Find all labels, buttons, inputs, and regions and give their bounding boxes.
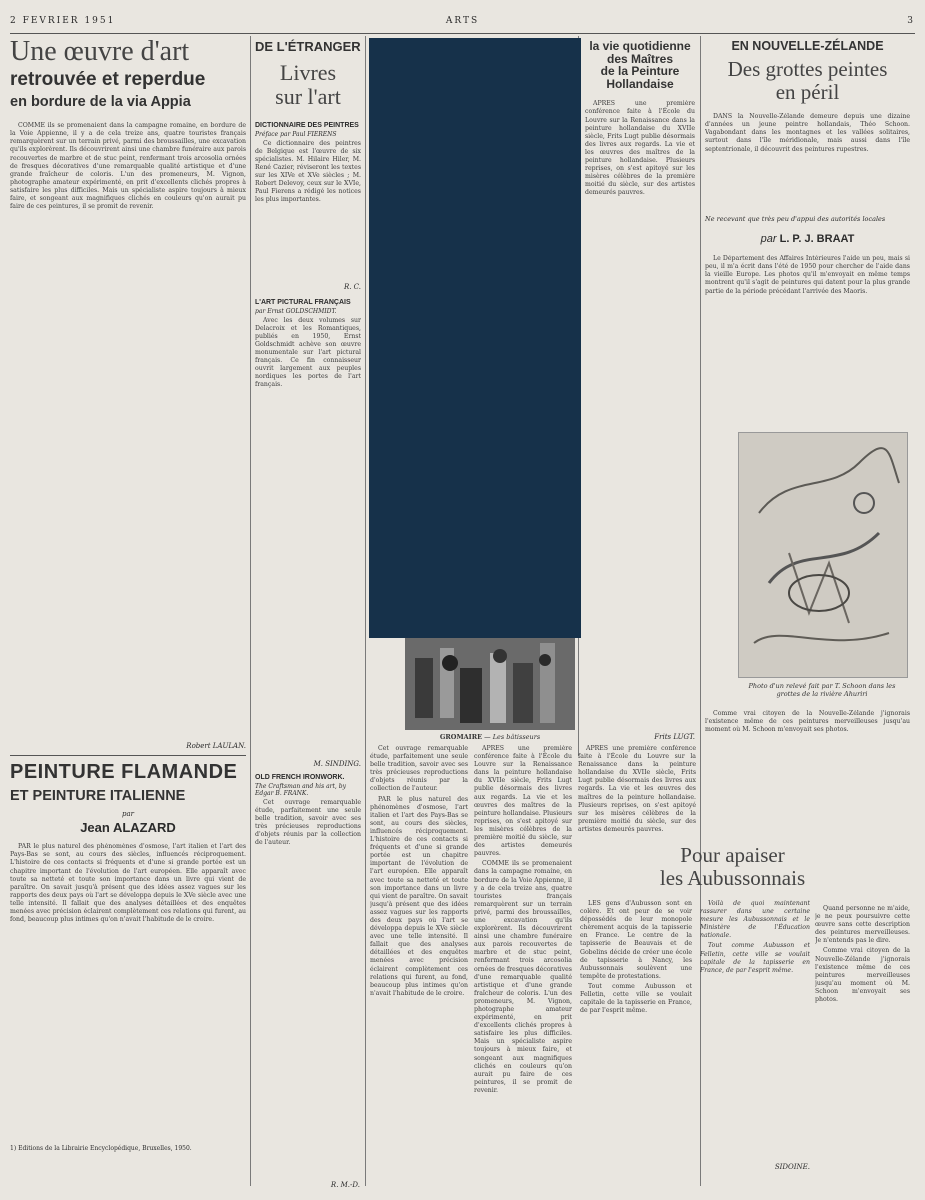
photo-caption: GROMAIRE — Les bâtisseurs bbox=[439, 733, 541, 741]
continuation-text: Cet ouvrage remarquable étude, parfaitement une seule belle tradition, savoir avec ses très précieuses reproductions d'objets réunis par la collection de l'auteur. PAR le plus naturel des phénomènes d'osmose, l'art italien et l'art des Pays-Bas se sont, au cours des siècles, influencés réciproquement. L'histoire de ces contacts si fréquents et d'une si grande portée est un chapitre important de l'évolution de l'art européen. Elle apparaît avec toute sa netteté et toute son importance dans un livre qui vient de paraître. On savait jusqu'à présent que des idées assez vagues sur les rapports des deux pays où l'art se développa depuis le XVe siècle avec une telle intensité. Il fallait que des analyses détaillées et des enquêtes menées avec précision éclairent complètement ces relations qui furent, au fond, beaucoup plus intimes qu'on n'avait l'habitude de le croire. bbox=[370, 745, 468, 997]
article-nouvelle-zelande: EN NOUVELLE-ZÉLANDE Des grottes peintes en péril DANS la Nouvelle-Zélande demeure depuis une dizaine d'années un jeune peintre hollandais, Théo Schoon. Vagabondant dans les montagnes et les vallées solitaires, surtout dans l'île méridionale, mais aussi dans l'île septentrionale, il découvrit des peintures rupestres. Ne recevant que très peu d'appui des autorités locales par L. P. J. BRAAT Le Département des Affaires Intérieures l'aide un peu, mais si peu, il m'a écrit dans l'été de 1950 pour chercher de l'aide dans la vieille Europe. Les photos qu'il m'envoyait en même temps montrent qu'il s'agit de peintures qui datent pour la plus grande partie de la période précédant l'arrivée des Maoris. bbox=[705, 39, 910, 295]
article-author: par L. P. J. BRAAT bbox=[760, 233, 855, 246]
redaction-block bbox=[369, 38, 581, 638]
article-kicker: EN NOUVELLE-ZÉLANDE bbox=[731, 39, 884, 53]
article-signature: R. M.-D. bbox=[330, 1181, 360, 1189]
article-body: PAR le plus naturel des phénomènes d'osmose, l'art italien et l'art des Pays-Bas se sont, au cours des siècles, influencés réciproquement. L'histoire de ces contacts si fréquents et d'une si grande portée est un chapitre important de l'évolution de l'art européen. Elle apparaît avec toute sa netteté et toute son importance dans un livre qui vient de paraître. On savait jusqu'à présent que des idées assez vagues sur les rapports des deux pays où l'art se développa depuis le XVe siècle avec une telle intensité. Il fallait que des analyses détaillées et des enquêtes menées avec précision éclairent complètement ces relations qui furent, au fond, beaucoup plus intimes qu'on n'avait l'habitude de le croire. bbox=[10, 843, 246, 924]
article-subtitle: en bordure de la via Appia bbox=[10, 93, 191, 110]
article-note: Ne recevant que très peu d'appui des autorités locales bbox=[705, 215, 886, 224]
article-title: Des grottes peintes bbox=[727, 57, 888, 82]
continuation-text: APRÈS une première conférence faite à l'École du Louvre sur la Renaissance dans la peinture hollandaise du XVIIe siècle, Frits Lugt publie désormais des livres aux regards. La vie et les œuvres des maîtres de la peinture hollandaise. Plusieurs reprises, on s'est apitoyé sur les misères célèbres de la première moitié du siècle, sur des artistes demeurés pauvres. bbox=[578, 745, 696, 833]
article-subtitle: retrouvée et reperdue bbox=[10, 69, 206, 90]
author-par: par bbox=[121, 810, 134, 819]
masthead bbox=[10, 16, 915, 34]
publication-name: ARTS bbox=[445, 16, 480, 26]
article-body: DANS la Nouvelle-Zélande demeure depuis une dizaine d'années un jeune peintre hollandais, Théo Schoon. Vagabondant dans les montagnes et les vallées solitaires, surtout dans l'île méridionale, mais aussi dans l'île septentrionale, il découvrit des peintures rupestres. bbox=[705, 113, 910, 153]
article-subtitle: ET PEINTURE ITALIENNE bbox=[10, 788, 186, 804]
column-divider bbox=[250, 36, 251, 1186]
article-title: les Aubussonnais bbox=[659, 866, 806, 890]
article-body: APRÈS une première conférence faite à l'École du Louvre sur la Renaissance dans la peinture hollandaise du XVIIe siècle, Frits Lugt publie désormais des livres aux regards. La vie et les œuvres des maîtres de la peinture hollandaise. Plusieurs reprises, on s'est apitoyé sur les misères célèbres de la première moitié du siècle, sur des artistes demeurés pauvres. bbox=[585, 100, 695, 197]
article-title: Livres bbox=[279, 59, 337, 85]
section-rule bbox=[10, 755, 246, 756]
photo-caption: Photo d'un relevé fait par T. Schoon dans les grottes de la rivière Ahuriri bbox=[748, 682, 896, 698]
article-author: Robert LAULAN. bbox=[186, 742, 246, 750]
article-author: Jean ALAZARD bbox=[80, 820, 176, 836]
article-title: Une œuvre d'art bbox=[10, 36, 190, 67]
article-author: SIDOINE. bbox=[774, 1163, 810, 1171]
article-aubussonnais bbox=[580, 845, 885, 889]
article-peinture-flamande bbox=[10, 762, 246, 1152]
article-title: PEINTURE FLAMANDE bbox=[10, 761, 238, 783]
article-kicker: DE L'ÉTRANGER bbox=[255, 39, 361, 54]
article-author: Frits LUGT. bbox=[654, 733, 695, 742]
article-body: LES gens d'Aubusson sont en colère. Et ont peur de se voir dépossédés de leur monopole chèrement acquis de la tapisserie en France. Le centre de la tapisserie de Beauvais et de Gobelins décide de créer une école de tapisserie à Nancy, les Aubussonnais soulèvent une tempête de protestations. Tout comme Aubusson et Felletin, cette ville se voulait capitale de la tapisserie en France, de par l'esprit même. bbox=[580, 900, 692, 1015]
masthead-rule bbox=[10, 33, 915, 34]
article-body: Comme vrai citoyen de la Nouvelle-Zélande j'ignorais l'existence même de ces peintures merveilleuses jusqu'au moment où M. Schoon m'envoyait ses photos. bbox=[705, 710, 910, 734]
cave-drawing-image bbox=[739, 433, 907, 677]
newspaper-page: 2 FEVRIER 1951 ARTS 3 Une œuvre d'art retrouvée et reperdue en bordure de la via Appia COMME ils se promenaient dans la campagne romaine, en bordure de la Voie Appienne, il y a de cela treize ans, quatre touristes français remarquèrent sur un terrain privé, parmi des broussailles, une excavation qu'ils explorèrent. Ils découvrirent ainsi une chambre funéraire aux parois recouvertes de marbre et de stuc peint, renfermant trois arcosolia ornées de fresques décoratives d'une remarquable qualité artistique et d'une grande fraîcheur de coloris. L'un des promeneurs, M. Vignon, photographe amateur expérimenté, en prit d'excellents clichés propres à satisfaire les plus difficiles. Mais un spécialiste aspire toujours à mieux faire, et songeant aux magnifiques clichés en couleurs qu'on aurait pu faire de ces peintures, il se promit de revenir. Robert LAULAN. PEINTURE FLAMANDE ET PEINTURE ITALIENNE par Jean ALAZARD PAR le plus naturel des phénomènes d'osmose, l'art italien et l'art des Pays-Bas se sont, au cours des siècles, influencés réciproquement. L'histoire de ces contacts si fréquents et d'une si grande portée est un chapitre important de l'évolution de l'art européen. Elle apparaît avec toute sa netteté et toute son importance dans un livre qui vient de paraître. On savait jusqu'à présent que des idées assez vagues sur les rapports des deux pays où l'art se développa depuis le XVe siècle avec une telle intensité. Il fallait que des analyses détaillées et des enquêtes menées avec précision éclairent complètement ces relations qui furent, au fond, beaucoup plus intimes qu'on n'avait l'habitude de le croire. 1) Editions de la Librairie Encyclopédique, Bruxelles, 1950. R. M.-D. DE L'ÉTRANGER Livres sur l'art DICTIONNAIRE DES PEINTRES Préface par Paul FIERENS Ce dictionnaire des peintres de Belgique est l'œuvre de six spécialistes. M. Hilaire Hiler, M. René Cazier, réviseront les textes sur les XIVe et XVe siècles ; M. Robert Delevoy, ceux sur le XVIe, Paul Fierens a rédigé les notices les plus importantes. R. C. L'ART PICTURAL FRANÇAIS par Ernst GOLDSCHMIDT. Avec les deux volumes sur Delacroix et les Romantiques, publiés en 1950, Ernst Goldschmidt achève son œuvre monumentale sur l'art pictural français. Ce fin connaisseur ouvrit largement aux peuples nordiques les portes de l'art français. M. SINDING. OLD FRENCH IRONWORK. The Craftsman and his art, by Edgar B. FRANK. Cet ouvrage remarquable étude, parfaitement une seule belle tradition, savoir avec ses très précieuses reproductions d'objets réunis par la collection de l'auteur. la vie quotidienne des Maîtres de la Peinture Hollandaise APRÈS une première conférence faite à l'École du Louvre sur la Renaissance dans la peinture hollandaise du XVIIe siècle, Frits Lugt publie désormais des livres aux regards. La vie et les œuvres des maîtres de la peinture hollandaise. Plusieurs reprises, on s'est apitoyé sur les misères célèbres de la première moitié du siècle, sur des artistes demeurés pauvres. Frits LUGT. GROMAIRE — Les bâtisseurs Cet ouvrage remarquable étude, parfaitement une seule belle tradition, savoir avec ses très précieuses reproductions d'objets réunis par la collection de l'auteur. PAR le plus naturel des phénomènes d'osmose, l'art italien et l'art des Pays-Bas se sont, au cours des siècles, influencés réciproquement. L'histoire de ces contacts si fréquents et d'une si grande portée est un chapitre important de l'évolution de l'art européen. Elle apparaît avec toute sa netteté et toute son importance dans un livre qui vient de paraître. On savait jusqu'à présent que des idées assez vagues sur les rapports des deux pays où l'art se développa depuis le XVe siècle avec une telle intensité. Il fallait que des analyses détaillées et des enquêtes menées avec précision éclairent complètement ces relations qui furent, au fond, beaucoup plus intimes qu'on n'avait l'habitude de le croire. APRÈS une première conférence faite à l'École du Louvre sur la Renaissance dans la peinture hollandaise du XVIIe siècle, Frits Lugt publie désormais des livres aux regards. La vie et les œuvres des maîtres de la peinture hollandaise. Plusieurs reprises, on s'est apitoyé sur les misères célèbres de la première moitié du siècle, sur des artistes demeurés pauvres. COMME ils se promenaient dans la campagne romaine, en bordure de la Voie Appienne, il y a de cela treize ans, quatre touristes français remarquèrent sur un terrain privé, parmi des broussailles, une excavation qu'ils explorèrent. Ils découvrirent ainsi une chambre funéraire aux parois recouvertes de marbre et de stuc peint, renfermant trois arcosolia ornées de fresques décoratives d'une remarquable qualité artistique et d'une grande fraîcheur de coloris. L'un des promeneurs, M. Vignon, photographe amateur expérimenté, en prit d'excellents clichés propres à satisfaire les plus difficiles. Mais un spécialiste aspire toujours à mieux faire, et songeant aux magnifiques clichés en couleurs qu'on aurait pu faire de ces peintures, il se promit de revenir. APRÈS une première conférence faite à l'École du Louvre sur la Renaissance dans la peinture hollandaise du XVIIe siècle, Frits Lugt publie désormais des livres aux regards. La vie et les œuvres des maîtres de la peinture hollandaise. Plusieurs reprises, on s'est apitoyé sur les misères célèbres de la première moitié du siècle, sur des artistes demeurés pauvres. Pour apaiser les Aubussonnais LES gens d'Aubusson sont en colère. Et ont peur de se voir dépossédés de leur monopole chèrement acquis de la tapisserie en France. Le centre de la tapisserie de Beauvais et de Gobelins décide de créer une école de tapisserie à Nancy, les Aubussonnais soulèvent une tempête de protestations. Tout comme Aubusson et Felletin, cette ville se voulait capitale de la tapisserie en France, de par l'esprit même. Voilà de quoi maintenant rassurer dans une certaine mesure les Aubussonnais et le Ministère de l'Éducation nationale. Tout comme Aubusson et Felletin, cette ville se voulait capitale de la tapisserie en France, de par l'esprit même. SIDOINE. EN NOUVELLE-ZÉLANDE Des grottes peintes en péril DANS la Nouvelle-Zélande demeure depuis une dizaine d'années un jeune peintre hollandais, Théo Schoon. Vagabondant dans les montagnes et les vallées solitaires, surtout dans l'île méridionale, mais aussi dans l'île septentrionale, il découvrit des peintures rupestres. Ne recevant que très peu d'appui des autorités locales par L. P. J. BRAAT Le Département des Affaires Intérieures l'aide un peu, mais si peu, il m'a écrit dans l'été de 1950 pour chercher de l'aide dans la vieille Europe. Les photos qu'il m'envoyait en même temps montrent qu'il s'agit de peintures qui datent pour la plus grande partie de la période précédant l'arrivée des Maoris. Photo d'un relevé fait par T. Schoon dans les grottes de la rivière Ahuriri Comme vrai citoyen de la Nouvelle-Zélande j'ignorais l'existence même de ces peintures merveilleuses jusqu'au moment où M. Schoon m'envoyait ses photos. Quand personne ne m'aide, je ne peux poursuivre cette œuvre sans cette description des peintures merveilleuses. Je n'entends pas le dire. Comme vrai citoyen de la Nouvelle-Zélande j'ignorais l'existence même de ces peintures merveilleuses jusqu'au moment où M. Schoon m'envoyait ses photos. bbox=[10, 16, 915, 1189]
photo-gromaire bbox=[405, 638, 575, 730]
page-number: 3 bbox=[907, 16, 915, 26]
article-livres-art bbox=[255, 40, 361, 979]
photo-cave-painting bbox=[738, 432, 908, 678]
article-vie-quotidienne: la vie quotidienne des Maîtres de la Peinture Hollandaise APRÈS une première conférence faite à l'École du Louvre sur la Renaissance dans la peinture hollandaise du XVIIe siècle, Frits Lugt publie désormais des livres aux regards. La vie et les œuvres des maîtres de la peinture hollandaise. Plusieurs reprises, on s'est apitoyé sur les misères célèbres de la première moitié du siècle, sur des artistes demeurés pauvres. Frits LUGT. bbox=[585, 39, 695, 742]
column-divider bbox=[365, 36, 366, 1186]
article-title: sur l'art bbox=[275, 83, 341, 109]
book-entry: OLD FRENCH IRONWORK. The Craftsman and his art, by Edgar B. FRANK. Cet ouvrage remarquable étude, parfaitement une seule belle tradition, savoir avec ses très précieuses reproductions d'objets réunis par la collection de l'auteur. bbox=[255, 773, 361, 847]
article-body: COMME ils se promenaient dans la campagne romaine, en bordure de la Voie Appienne, il y a de cela treize ans, quatre touristes français remarquèrent sur un terrain privé, parmi des broussailles, une excavation qu'ils explorèrent. Ils découvrirent ainsi une chambre funéraire aux parois recouvertes de marbre et de stuc peint, renfermant trois arcosolia ornées de fresques décoratives d'une remarquable qualité artistique et d'une grande fraîcheur de coloris. L'un des promeneurs, M. Vignon, photographe amateur expérimenté, en prit d'excellents clichés propres à satisfaire les plus difficiles. Mais un spécialiste aspire toujours à mieux faire, et songeant aux magnifiques clichés en couleurs qu'on aurait pu faire de ces peintures, il se promit de revenir. bbox=[10, 122, 246, 211]
article-title: Pour apaiser bbox=[680, 843, 785, 867]
issue-date: 2 FEVRIER 1951 bbox=[10, 16, 116, 26]
footnote: 1) Editions de la Librairie Encyclopédique, Bruxelles, 1950. bbox=[10, 1145, 192, 1153]
photo-image bbox=[405, 638, 575, 730]
book-entry: DICTIONNAIRE DES PEINTRES Préface par Paul FIERENS Ce dictionnaire des peintres de Belgique est l'œuvre de six spécialistes. M. Hilaire Hiler, M. René Cazier, réviseront les textes sur les XIVe et XVe siècles ; M. Robert Delevoy, ceux sur le XVIe, Paul Fierens a rédigé les notices les plus importantes. R. C. bbox=[255, 121, 361, 291]
continuation-text: APRÈS une première conférence faite à l'École du Louvre sur la Renaissance dans la peinture hollandaise du XVIIe siècle, Frits Lugt publie désormais des livres aux regards. La vie et les œuvres des maîtres de la peinture hollandaise. Plusieurs reprises, on s'est apitoyé sur les misères célèbres de la première moitié du siècle, sur des artistes demeurés pauvres. COMME ils se promenaient dans la campagne romaine, en bordure de la Voie Appienne, il y a de cela treize ans, quatre touristes français remarquèrent sur un terrain privé, parmi des broussailles, une excavation qu'ils explorèrent. Ils découvrirent ainsi une chambre funéraire aux parois recouvertes de marbre et de stuc peint, renfermant trois arcosolia ornées de fresques décoratives d'une remarquable qualité artistique et d'une grande fraîcheur de coloris. L'un des promeneurs, M. Vignon, photographe amateur expérimenté, en prit d'excellents clichés propres à satisfaire les plus difficiles. Mais un spécialiste aspire toujours à mieux faire, et songeant aux magnifiques clichés en couleurs qu'on aurait pu faire de ces peintures, il se promit de revenir. bbox=[474, 745, 572, 1094]
article-oeuvre-art bbox=[10, 38, 246, 722]
article-title: en péril bbox=[775, 80, 840, 105]
book-entry: L'ART PICTURAL FRANÇAIS par Ernst GOLDSCHMIDT. Avec les deux volumes sur Delacroix et les Romantiques, publiés en 1950, Ernst Goldschmidt achève son œuvre monumentale sur l'art pictural français. Ce fin connaisseur ouvrit largement aux peuples nordiques les portes de l'art français. M. SINDING. bbox=[255, 298, 361, 768]
article-body: Quand personne ne m'aide, je ne peux poursuivre cette œuvre sans cette description des peintures merveilleuses. Je n'entends pas le dire. Comme vrai citoyen de la Nouvelle-Zélande j'ignorais l'existence même de ces peintures merveilleuses jusqu'au moment où M. Schoon m'envoyait ses photos. bbox=[815, 905, 910, 1004]
